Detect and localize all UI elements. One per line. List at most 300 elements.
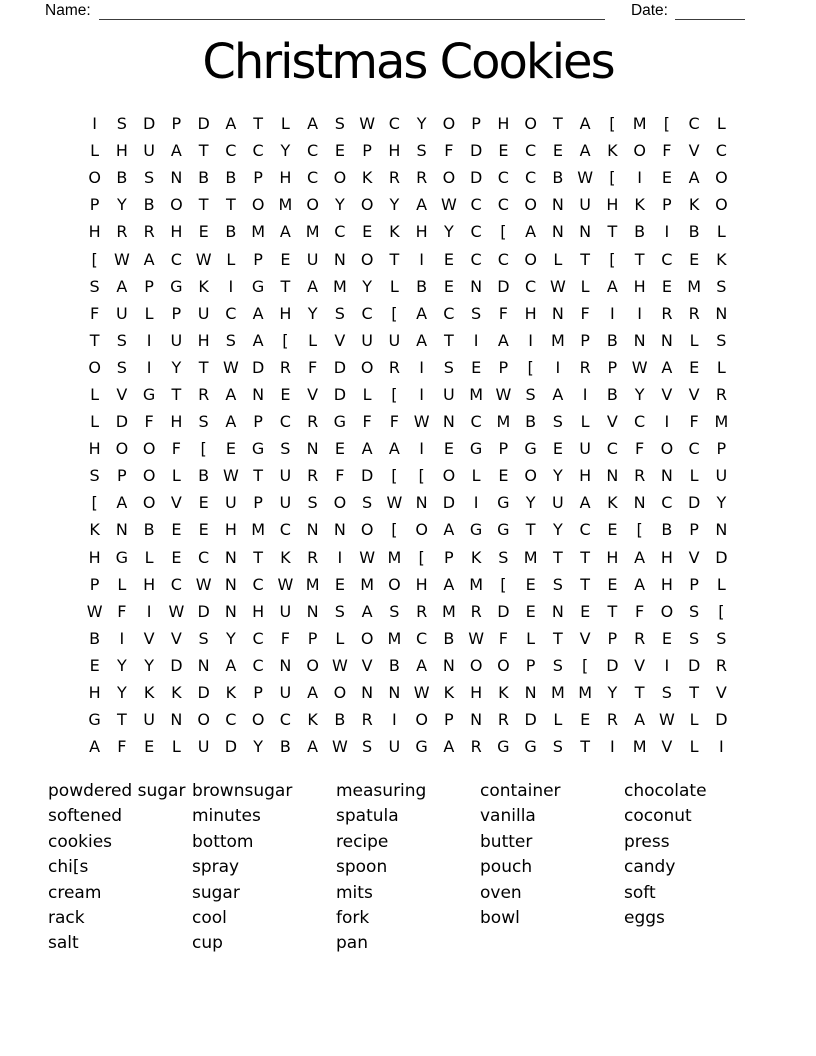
grid-letter-r8-c19[interactable]: F — [580, 303, 590, 323]
grid-letter-r3-c19[interactable]: W — [577, 168, 594, 188]
grid-letter-r15-c9[interactable]: S — [307, 493, 318, 513]
grid-letter-r15-c19[interactable]: A — [579, 493, 591, 513]
grid-letter-r22-c2[interactable]: Y — [116, 683, 127, 703]
word-list-item[interactable]: mits — [336, 882, 373, 903]
grid-letter-r2-c20[interactable]: K — [607, 141, 618, 161]
grid-letter-r4-c2[interactable]: Y — [116, 195, 127, 215]
grid-letter-r12-c3[interactable]: F — [144, 412, 154, 432]
grid-letter-r17-c9[interactable]: R — [307, 547, 319, 567]
grid-letter-r21-c15[interactable]: O — [469, 655, 483, 675]
grid-letter-r9-c15[interactable]: I — [473, 330, 479, 350]
grid-letter-r22-c10[interactable]: O — [333, 683, 347, 703]
grid-letter-r21-c5[interactable]: N — [197, 655, 210, 675]
grid-letter-r1-c2[interactable]: S — [116, 114, 127, 134]
grid-letter-r18-c16[interactable]: [ — [500, 574, 507, 594]
grid-letter-r14-c16[interactable]: E — [498, 466, 509, 486]
grid-letter-r15-c13[interactable]: N — [415, 493, 428, 513]
grid-letter-r24-c14[interactable]: A — [443, 737, 455, 757]
grid-letter-r15-c4[interactable]: V — [170, 493, 182, 513]
grid-letter-r2-c21[interactable]: O — [633, 141, 646, 161]
grid-letter-r12-c10[interactable]: G — [333, 412, 347, 432]
grid-letter-r19-c1[interactable]: W — [86, 601, 103, 621]
grid-letter-r23-c17[interactable]: D — [524, 710, 537, 730]
grid-letter-r4-c20[interactable]: H — [606, 195, 619, 215]
grid-letter-r18-c20[interactable]: E — [607, 574, 618, 594]
grid-letter-r21-c7[interactable]: C — [252, 655, 264, 675]
grid-letter-r21-c20[interactable]: D — [606, 655, 619, 675]
grid-letter-r7-c24[interactable]: S — [716, 276, 727, 296]
grid-letter-r2-c4[interactable]: A — [170, 141, 182, 161]
grid-letter-r2-c16[interactable]: E — [498, 141, 509, 161]
grid-letter-r7-c23[interactable]: M — [687, 276, 702, 296]
grid-letter-r22-c4[interactable]: K — [171, 683, 182, 703]
grid-letter-r5-c1[interactable]: H — [88, 222, 101, 242]
grid-letter-r6-c13[interactable]: I — [419, 249, 424, 269]
grid-letter-r6-c1[interactable]: [ — [91, 249, 98, 269]
grid-letter-r5-c3[interactable]: R — [143, 222, 155, 242]
grid-letter-r23-c14[interactable]: P — [444, 710, 454, 730]
grid-letter-r13-c3[interactable]: O — [142, 439, 156, 459]
grid-letter-r2-c17[interactable]: C — [525, 141, 537, 161]
grid-letter-r8-c6[interactable]: C — [225, 303, 237, 323]
grid-letter-r3-c11[interactable]: K — [361, 168, 373, 188]
grid-letter-r10-c7[interactable]: D — [251, 357, 265, 377]
grid-letter-r7-c19[interactable]: L — [580, 276, 590, 296]
grid-letter-r3-c15[interactable]: D — [469, 168, 483, 188]
grid-letter-r21-c13[interactable]: A — [416, 655, 428, 675]
grid-letter-r12-c24[interactable]: M — [714, 412, 729, 432]
grid-letter-r13-c15[interactable]: G — [469, 439, 483, 459]
word-list-item[interactable]: chocolate — [624, 781, 707, 801]
grid-letter-r13-c17[interactable]: G — [524, 439, 537, 459]
grid-letter-r18-c5[interactable]: W — [195, 574, 212, 594]
grid-letter-r12-c23[interactable]: F — [689, 412, 699, 432]
grid-letter-r15-c8[interactable]: U — [279, 493, 292, 513]
grid-letter-r10-c9[interactable]: F — [308, 357, 318, 377]
grid-letter-r19-c2[interactable]: F — [117, 601, 127, 621]
grid-letter-r4-c13[interactable]: A — [416, 195, 428, 215]
grid-letter-r22-c8[interactable]: U — [279, 683, 292, 703]
grid-letter-r23-c3[interactable]: U — [143, 710, 155, 730]
grid-letter-r18-c10[interactable]: E — [334, 574, 345, 594]
grid-letter-r10-c6[interactable]: W — [222, 357, 239, 377]
grid-letter-r16-c13[interactable]: O — [415, 520, 428, 540]
grid-letter-r24-c4[interactable]: L — [171, 737, 181, 757]
grid-letter-r6-c9[interactable]: U — [306, 249, 319, 269]
grid-letter-r6-c15[interactable]: C — [470, 249, 482, 269]
word-list-item[interactable]: recipe — [336, 831, 389, 852]
grid-letter-r7-c7[interactable]: G — [251, 276, 265, 296]
grid-letter-r8-c14[interactable]: C — [443, 303, 455, 323]
grid-letter-r9-c10[interactable]: V — [334, 330, 346, 350]
grid-letter-r9-c18[interactable]: M — [550, 330, 565, 350]
grid-letter-r10-c4[interactable]: Y — [171, 357, 182, 377]
grid-letter-r20-c17[interactable]: L — [526, 628, 536, 648]
grid-letter-r17-c15[interactable]: K — [470, 547, 482, 567]
grid-letter-r1-c4[interactable]: P — [171, 114, 182, 134]
grid-letter-r3-c10[interactable]: O — [333, 168, 347, 188]
grid-letter-r13-c10[interactable]: E — [334, 439, 345, 459]
grid-letter-r6-c5[interactable]: W — [195, 249, 212, 269]
grid-letter-r21-c11[interactable]: V — [361, 655, 373, 675]
word-list-item[interactable]: spoon — [336, 857, 388, 878]
grid-letter-r14-c3[interactable]: O — [142, 466, 156, 486]
grid-letter-r20-c9[interactable]: P — [307, 628, 318, 648]
grid-letter-r5-c18[interactable]: N — [551, 222, 564, 242]
grid-letter-r16-c2[interactable]: N — [115, 520, 128, 540]
grid-letter-r17-c10[interactable]: I — [337, 547, 343, 567]
grid-letter-r23-c9[interactable]: K — [307, 710, 318, 730]
grid-letter-r21-c3[interactable]: Y — [144, 655, 155, 675]
grid-letter-r6-c24[interactable]: K — [716, 249, 727, 269]
grid-letter-r15-c18[interactable]: U — [552, 493, 564, 513]
grid-letter-r13-c13[interactable]: I — [419, 439, 424, 459]
grid-letter-r9-c21[interactable]: N — [633, 330, 646, 350]
grid-letter-r23-c18[interactable]: L — [553, 710, 563, 730]
grid-letter-r18-c19[interactable]: T — [580, 574, 591, 594]
grid-letter-r17-c3[interactable]: L — [144, 547, 154, 567]
grid-letter-r18-c2[interactable]: L — [117, 574, 127, 594]
grid-letter-r24-c23[interactable]: L — [689, 737, 699, 757]
grid-letter-r11-c12[interactable]: [ — [391, 384, 398, 404]
grid-letter-r17-c6[interactable]: N — [224, 547, 237, 567]
grid-letter-r9-c4[interactable]: U — [170, 330, 183, 350]
grid-letter-r1-c6[interactable]: A — [225, 114, 237, 134]
grid-letter-r18-c4[interactable]: C — [170, 574, 182, 594]
grid-letter-r20-c15[interactable]: W — [468, 628, 485, 648]
grid-letter-r17-c22[interactable]: H — [660, 547, 673, 567]
grid-letter-r21-c1[interactable]: E — [89, 655, 100, 675]
grid-letter-r11-c24[interactable]: R — [715, 384, 727, 404]
word-list-item[interactable]: pan — [336, 933, 368, 954]
grid-letter-r16-c24[interactable]: N — [715, 520, 728, 540]
grid-letter-r17-c11[interactable]: W — [359, 547, 376, 567]
word-list-item[interactable]: spatula — [336, 806, 399, 827]
grid-letter-r5-c11[interactable]: E — [362, 222, 373, 242]
grid-letter-r22-c7[interactable]: P — [253, 683, 263, 703]
grid-letter-r2-c5[interactable]: T — [198, 141, 209, 161]
grid-letter-r23-c2[interactable]: T — [116, 710, 127, 730]
grid-letter-r16-c4[interactable]: E — [171, 520, 182, 540]
grid-letter-r13-c2[interactable]: O — [115, 439, 129, 459]
word-list-item[interactable]: measuring — [336, 781, 427, 801]
grid-letter-r22-c18[interactable]: M — [550, 683, 565, 703]
grid-letter-r24-c11[interactable]: S — [362, 737, 373, 757]
grid-letter-r8-c21[interactable]: I — [637, 303, 642, 323]
grid-letter-r23-c6[interactable]: C — [225, 710, 237, 730]
grid-letter-r9-c9[interactable]: L — [308, 330, 318, 350]
grid-letter-r11-c1[interactable]: L — [90, 384, 100, 404]
grid-letter-r10-c22[interactable]: A — [661, 357, 673, 377]
grid-letter-r11-c15[interactable]: M — [469, 384, 484, 404]
grid-letter-r12-c16[interactable]: M — [496, 412, 511, 432]
grid-letter-r22-c20[interactable]: Y — [607, 683, 618, 703]
grid-letter-r12-c22[interactable]: I — [664, 412, 670, 432]
grid-letter-r11-c11[interactable]: L — [362, 384, 372, 404]
grid-letter-r15-c12[interactable]: W — [386, 493, 403, 513]
grid-letter-r7-c3[interactable]: P — [144, 276, 154, 296]
grid-letter-r20-c13[interactable]: C — [416, 628, 428, 648]
grid-letter-r23-c21[interactable]: A — [634, 710, 646, 730]
grid-letter-r4-c17[interactable]: O — [524, 195, 537, 215]
grid-letter-r17-c12[interactable]: M — [387, 547, 402, 567]
grid-letter-r18-c9[interactable]: M — [305, 574, 320, 594]
grid-letter-r19-c6[interactable]: N — [224, 601, 237, 621]
grid-letter-r23-c1[interactable]: G — [88, 710, 101, 730]
grid-letter-r16-c15[interactable]: G — [469, 520, 483, 540]
grid-letter-r17-c24[interactable]: D — [715, 547, 728, 567]
word-list-item[interactable]: salt — [48, 933, 79, 954]
grid-letter-r21-c6[interactable]: A — [225, 655, 237, 675]
grid-letter-r1-c14[interactable]: O — [442, 114, 456, 134]
grid-letter-r3-c23[interactable]: A — [688, 168, 700, 188]
grid-letter-r4-c12[interactable]: Y — [389, 195, 400, 215]
grid-letter-r21-c9[interactable]: O — [306, 655, 319, 675]
word-list-item[interactable]: cool — [192, 908, 227, 929]
grid-letter-r14-c15[interactable]: L — [471, 466, 481, 486]
grid-letter-r1-c15[interactable]: P — [471, 114, 481, 134]
grid-letter-r10-c19[interactable]: R — [579, 357, 591, 377]
grid-letter-r21-c24[interactable]: R — [715, 655, 727, 675]
grid-letter-r4-c11[interactable]: O — [360, 195, 374, 215]
grid-letter-r15-c21[interactable]: N — [633, 493, 646, 513]
grid-letter-r7-c14[interactable]: E — [443, 276, 454, 296]
grid-letter-r9-c19[interactable]: P — [580, 330, 590, 350]
grid-letter-r12-c20[interactable]: V — [606, 412, 618, 432]
grid-letter-r9-c12[interactable]: U — [388, 330, 401, 350]
grid-letter-r12-c8[interactable]: C — [279, 412, 291, 432]
word-list-item[interactable]: chi[s — [48, 857, 89, 878]
grid-letter-r24-c16[interactable]: G — [497, 737, 510, 757]
word-list-item[interactable]: powdered sugar — [48, 781, 186, 801]
grid-letter-r20-c6[interactable]: Y — [225, 628, 236, 648]
grid-letter-r24-c19[interactable]: T — [580, 737, 591, 757]
grid-letter-r14-c11[interactable]: D — [360, 466, 374, 486]
grid-letter-r3-c16[interactable]: C — [497, 168, 509, 188]
grid-letter-r13-c12[interactable]: A — [388, 439, 400, 459]
grid-letter-r13-c9[interactable]: N — [306, 439, 319, 459]
grid-letter-r23-c19[interactable]: E — [580, 710, 591, 730]
grid-letter-r1-c24[interactable]: L — [716, 114, 726, 134]
grid-letter-r22-c17[interactable]: N — [524, 683, 537, 703]
grid-letter-r10-c14[interactable]: S — [443, 357, 454, 377]
word-list-item[interactable]: bowl — [480, 908, 520, 929]
grid-letter-r22-c11[interactable]: N — [361, 683, 374, 703]
grid-letter-r18-c1[interactable]: P — [89, 574, 100, 594]
grid-letter-r19-c7[interactable]: H — [252, 601, 265, 621]
grid-letter-r18-c24[interactable]: L — [716, 574, 726, 594]
grid-letter-r10-c3[interactable]: I — [146, 357, 152, 377]
grid-letter-r23-c20[interactable]: R — [606, 710, 618, 730]
grid-letter-r19-c14[interactable]: M — [441, 601, 456, 621]
grid-letter-r5-c2[interactable]: R — [116, 222, 128, 242]
grid-letter-r21-c19[interactable]: [ — [582, 655, 589, 675]
grid-letter-r17-c17[interactable]: M — [523, 547, 538, 567]
grid-letter-r3-c8[interactable]: H — [279, 168, 292, 188]
word-list-item[interactable]: rack — [48, 908, 85, 929]
grid-letter-r16-c23[interactable]: P — [689, 520, 699, 540]
grid-letter-r2-c1[interactable]: L — [90, 141, 100, 161]
grid-letter-r1-c21[interactable]: M — [632, 114, 647, 134]
grid-letter-r20-c3[interactable]: V — [143, 628, 155, 648]
grid-letter-r7-c9[interactable]: A — [307, 276, 319, 296]
grid-letter-r21-c21[interactable]: V — [634, 655, 646, 675]
grid-letter-r3-c6[interactable]: B — [225, 168, 237, 188]
grid-letter-r24-c15[interactable]: R — [470, 737, 482, 757]
grid-letter-r13-c11[interactable]: A — [361, 439, 373, 459]
grid-letter-r2-c10[interactable]: E — [334, 141, 345, 161]
grid-letter-r18-c14[interactable]: A — [443, 574, 455, 594]
word-list-item[interactable]: brownsugar — [192, 781, 293, 801]
word-list-item[interactable]: container — [480, 781, 561, 801]
grid-letter-r20-c19[interactable]: V — [579, 628, 591, 648]
grid-letter-r24-c24[interactable]: I — [719, 737, 724, 757]
grid-letter-r9-c20[interactable]: B — [606, 330, 618, 350]
grid-letter-r5-c21[interactable]: B — [634, 222, 646, 242]
grid-letter-r6-c22[interactable]: C — [661, 249, 673, 269]
grid-letter-r12-c1[interactable]: L — [90, 412, 100, 432]
grid-letter-r8-c4[interactable]: P — [171, 303, 182, 323]
grid-letter-r14-c12[interactable]: [ — [391, 466, 398, 486]
grid-letter-r19-c12[interactable]: S — [389, 601, 400, 621]
grid-letter-r18-c11[interactable]: M — [360, 574, 375, 594]
grid-letter-r19-c15[interactable]: R — [470, 601, 482, 621]
word-list-item[interactable]: press — [624, 831, 670, 852]
grid-letter-r4-c18[interactable]: N — [551, 195, 564, 215]
grid-letter-r14-c8[interactable]: U — [279, 466, 292, 486]
grid-letter-r7-c6[interactable]: I — [228, 276, 234, 296]
grid-letter-r16-c9[interactable]: N — [306, 520, 319, 540]
grid-letter-r1-c3[interactable]: D — [142, 114, 156, 134]
grid-letter-r8-c24[interactable]: N — [715, 303, 728, 323]
word-list-item[interactable]: spray — [192, 857, 240, 878]
grid-letter-r23-c13[interactable]: O — [415, 710, 428, 730]
grid-letter-r9-c17[interactable]: I — [528, 330, 533, 350]
grid-letter-r2-c22[interactable]: F — [662, 141, 672, 161]
grid-letter-r17-c20[interactable]: H — [606, 547, 619, 567]
grid-letter-r3-c18[interactable]: B — [552, 168, 564, 188]
grid-letter-r20-c2[interactable]: I — [119, 628, 125, 648]
grid-letter-r5-c12[interactable]: K — [389, 222, 400, 242]
grid-letter-r17-c8[interactable]: K — [280, 547, 291, 567]
grid-letter-r5-c15[interactable]: C — [470, 222, 482, 242]
grid-letter-r11-c13[interactable]: I — [419, 384, 424, 404]
grid-letter-r9-c24[interactable]: S — [716, 330, 727, 350]
grid-letter-r10-c8[interactable]: R — [279, 357, 291, 377]
grid-letter-r3-c13[interactable]: R — [416, 168, 428, 188]
grid-letter-r13-c18[interactable]: E — [552, 439, 563, 459]
grid-letter-r19-c9[interactable]: N — [306, 601, 319, 621]
grid-letter-r6-c17[interactable]: O — [524, 249, 537, 269]
grid-letter-r20-c14[interactable]: B — [443, 628, 455, 648]
grid-letter-r9-c8[interactable]: [ — [282, 330, 289, 350]
grid-letter-r16-c12[interactable]: [ — [391, 520, 398, 540]
grid-letter-r17-c14[interactable]: P — [444, 547, 454, 567]
grid-letter-r20-c22[interactable]: E — [661, 628, 672, 648]
grid-letter-r8-c22[interactable]: R — [661, 303, 673, 323]
grid-letter-r23-c12[interactable]: I — [392, 710, 397, 730]
grid-letter-r4-c6[interactable]: T — [225, 195, 236, 215]
grid-letter-r12-c17[interactable]: B — [525, 412, 537, 432]
grid-letter-r19-c24[interactable]: [ — [718, 601, 725, 621]
grid-letter-r14-c23[interactable]: L — [689, 466, 699, 486]
grid-letter-r5-c14[interactable]: Y — [443, 222, 454, 242]
grid-letter-r1-c7[interactable]: T — [253, 114, 264, 134]
grid-letter-r15-c24[interactable]: Y — [716, 493, 727, 513]
grid-letter-r11-c23[interactable]: V — [688, 384, 700, 404]
grid-letter-r14-c5[interactable]: B — [198, 466, 210, 486]
grid-letter-r18-c18[interactable]: S — [552, 574, 563, 594]
grid-letter-r2-c6[interactable]: C — [225, 141, 237, 161]
grid-letter-r22-c21[interactable]: T — [634, 683, 645, 703]
grid-letter-r2-c7[interactable]: C — [252, 141, 264, 161]
grid-letter-r15-c10[interactable]: O — [333, 493, 347, 513]
grid-letter-r16-c11[interactable]: O — [360, 520, 374, 540]
grid-letter-r10-c18[interactable]: I — [555, 357, 561, 377]
grid-letter-r17-c21[interactable]: A — [634, 547, 646, 567]
grid-letter-r19-c22[interactable]: O — [660, 601, 674, 621]
grid-letter-r9-c1[interactable]: T — [89, 330, 100, 350]
grid-letter-r7-c22[interactable]: E — [661, 276, 672, 296]
grid-letter-r14-c17[interactable]: O — [524, 466, 537, 486]
grid-letter-r20-c20[interactable]: P — [607, 628, 618, 648]
grid-letter-r2-c15[interactable]: D — [469, 141, 483, 161]
grid-letter-r22-c19[interactable]: M — [578, 683, 593, 703]
grid-letter-r18-c23[interactable]: P — [689, 574, 699, 594]
grid-letter-r6-c4[interactable]: C — [170, 249, 182, 269]
grid-letter-r2-c23[interactable]: V — [688, 141, 700, 161]
grid-letter-r3-c2[interactable]: B — [116, 168, 128, 188]
grid-letter-r16-c6[interactable]: H — [224, 520, 237, 540]
grid-letter-r3-c4[interactable]: N — [170, 168, 183, 188]
date-blank-line[interactable] — [675, 4, 745, 20]
grid-letter-r8-c15[interactable]: S — [471, 303, 482, 323]
grid-letter-r16-c22[interactable]: B — [661, 520, 673, 540]
grid-letter-r3-c7[interactable]: P — [253, 168, 263, 188]
grid-letter-r22-c16[interactable]: K — [498, 683, 509, 703]
grid-letter-r1-c18[interactable]: T — [552, 114, 563, 134]
grid-letter-r8-c17[interactable]: H — [524, 303, 537, 323]
grid-letter-r2-c19[interactable]: A — [579, 141, 591, 161]
grid-letter-r16-c17[interactable]: T — [525, 520, 536, 540]
name-blank-line[interactable] — [99, 4, 605, 20]
grid-letter-r20-c24[interactable]: S — [716, 628, 727, 648]
grid-letter-r3-c5[interactable]: B — [198, 168, 210, 188]
grid-letter-r15-c20[interactable]: K — [607, 493, 618, 513]
grid-letter-r11-c9[interactable]: V — [307, 384, 319, 404]
grid-letter-r17-c18[interactable]: T — [552, 547, 563, 567]
grid-letter-r11-c8[interactable]: E — [280, 384, 291, 404]
grid-letter-r3-c24[interactable]: O — [715, 168, 728, 188]
grid-letter-r15-c1[interactable]: [ — [91, 493, 98, 513]
grid-letter-r21-c4[interactable]: D — [170, 655, 183, 675]
grid-letter-r12-c19[interactable]: L — [580, 412, 590, 432]
grid-letter-r14-c20[interactable]: N — [606, 466, 619, 486]
grid-letter-r20-c7[interactable]: C — [252, 628, 264, 648]
grid-letter-r8-c18[interactable]: N — [551, 303, 564, 323]
grid-letter-r4-c22[interactable]: P — [662, 195, 672, 215]
grid-letter-r4-c4[interactable]: O — [170, 195, 183, 215]
grid-letter-r4-c3[interactable]: B — [143, 195, 155, 215]
grid-letter-r4-c21[interactable]: K — [634, 195, 645, 215]
grid-letter-r23-c11[interactable]: R — [361, 710, 373, 730]
grid-letter-r19-c11[interactable]: A — [361, 601, 373, 621]
grid-letter-r19-c5[interactable]: D — [197, 601, 210, 621]
grid-letter-r18-c17[interactable]: E — [525, 574, 536, 594]
grid-letter-r13-c24[interactable]: P — [716, 439, 727, 459]
grid-letter-r21-c17[interactable]: P — [525, 655, 536, 675]
grid-letter-r21-c12[interactable]: B — [388, 655, 400, 675]
